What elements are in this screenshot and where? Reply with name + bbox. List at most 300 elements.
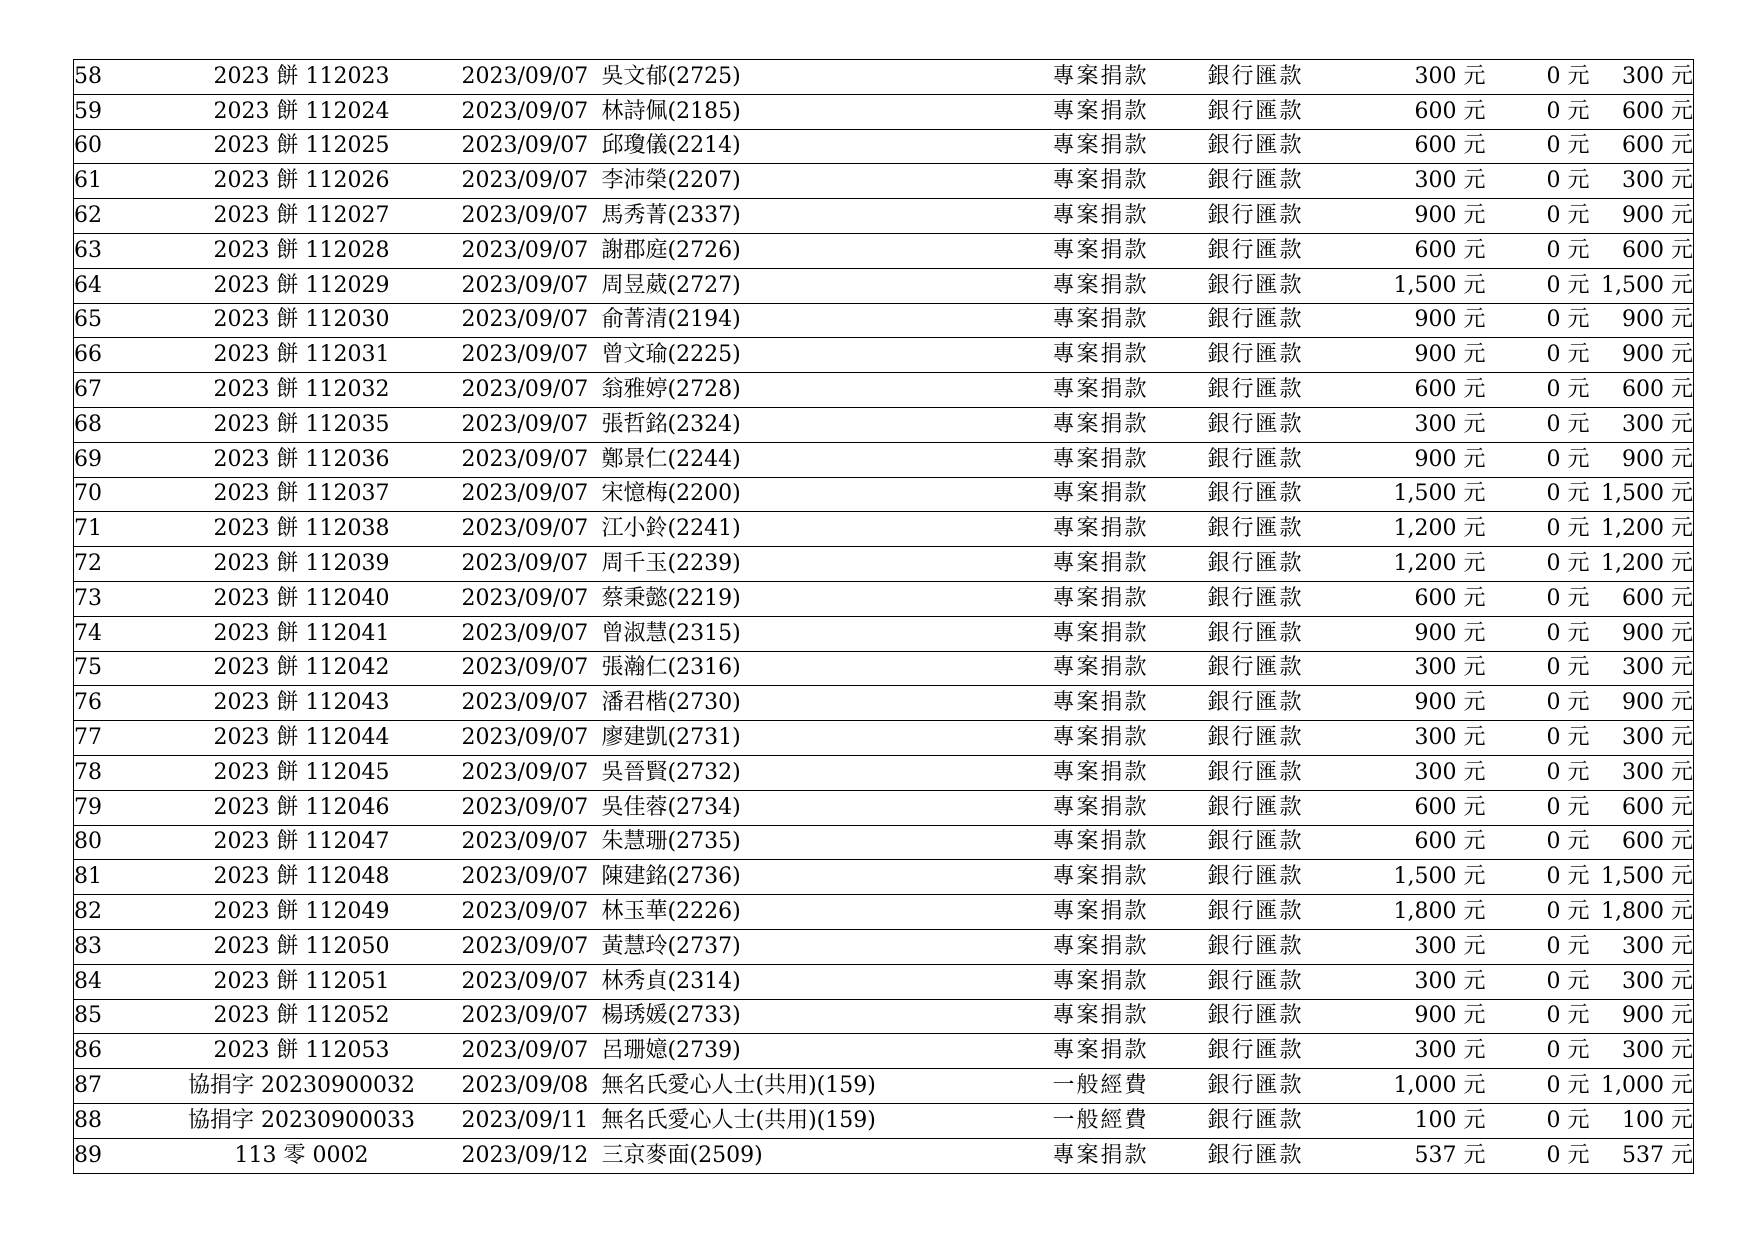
table-row bbox=[74, 651, 1694, 686]
donation-category: 專案捐款 bbox=[1053, 686, 1208, 721]
receipt-number: 2023 餅 112025 bbox=[142, 129, 462, 164]
net-amount: 600 元 bbox=[1590, 790, 1694, 825]
net-amount: 1,800 元 bbox=[1590, 895, 1694, 930]
payment-method: 銀行匯款 bbox=[1208, 1103, 1364, 1138]
fee-amount: 0 元 bbox=[1486, 303, 1590, 338]
row-number: 69 bbox=[74, 442, 142, 477]
row-number: 79 bbox=[74, 790, 142, 825]
table-row bbox=[74, 929, 1694, 964]
payment-method: 銀行匯款 bbox=[1208, 755, 1364, 790]
fee-amount: 0 元 bbox=[1486, 1069, 1590, 1104]
table-row bbox=[74, 895, 1694, 930]
donation-amount: 300 元 bbox=[1364, 964, 1486, 999]
payment-method: 銀行匯款 bbox=[1208, 164, 1364, 199]
donation-amount: 300 元 bbox=[1364, 651, 1486, 686]
net-amount: 300 元 bbox=[1590, 60, 1694, 95]
donor-name: 曾淑慧(2315) bbox=[602, 616, 1053, 651]
net-amount: 1,200 元 bbox=[1590, 512, 1694, 547]
receipt-number: 2023 餅 112026 bbox=[142, 164, 462, 199]
donation-date: 2023/09/07 bbox=[462, 964, 602, 999]
donation-category: 專案捐款 bbox=[1053, 199, 1208, 234]
receipt-number: 2023 餅 112029 bbox=[142, 268, 462, 303]
receipt-number: 2023 餅 112046 bbox=[142, 790, 462, 825]
fee-amount: 0 元 bbox=[1486, 755, 1590, 790]
donor-name: 宋憶梅(2200) bbox=[602, 477, 1053, 512]
row-number: 75 bbox=[74, 651, 142, 686]
donation-date: 2023/09/07 bbox=[462, 686, 602, 721]
donation-category: 專案捐款 bbox=[1053, 616, 1208, 651]
table-row bbox=[74, 373, 1694, 408]
row-number: 61 bbox=[74, 164, 142, 199]
fee-amount: 0 元 bbox=[1486, 1138, 1590, 1173]
donation-amount: 900 元 bbox=[1364, 442, 1486, 477]
row-number: 64 bbox=[74, 268, 142, 303]
donation-date: 2023/09/07 bbox=[462, 338, 602, 373]
donation-amount: 1,800 元 bbox=[1364, 895, 1486, 930]
table-row bbox=[74, 477, 1694, 512]
net-amount: 900 元 bbox=[1590, 199, 1694, 234]
donation-category: 專案捐款 bbox=[1053, 512, 1208, 547]
table-row bbox=[74, 512, 1694, 547]
fee-amount: 0 元 bbox=[1486, 94, 1590, 129]
donor-name: 馬秀菁(2337) bbox=[602, 199, 1053, 234]
receipt-number: 2023 餅 112032 bbox=[142, 373, 462, 408]
payment-method: 銀行匯款 bbox=[1208, 790, 1364, 825]
donation-amount: 900 元 bbox=[1364, 686, 1486, 721]
net-amount: 900 元 bbox=[1590, 442, 1694, 477]
fee-amount: 0 元 bbox=[1486, 233, 1590, 268]
table-row bbox=[74, 721, 1694, 756]
receipt-number: 2023 餅 112048 bbox=[142, 860, 462, 895]
donation-date: 2023/09/07 bbox=[462, 581, 602, 616]
fee-amount: 0 元 bbox=[1486, 825, 1590, 860]
fee-amount: 0 元 bbox=[1486, 790, 1590, 825]
donation-date: 2023/09/07 bbox=[462, 860, 602, 895]
donation-amount: 300 元 bbox=[1364, 1034, 1486, 1069]
donor-name: 李沛榮(2207) bbox=[602, 164, 1053, 199]
payment-method: 銀行匯款 bbox=[1208, 60, 1364, 95]
row-number: 85 bbox=[74, 999, 142, 1034]
donor-name: 吳晉賢(2732) bbox=[602, 755, 1053, 790]
donation-category: 專案捐款 bbox=[1053, 303, 1208, 338]
donation-amount: 1,200 元 bbox=[1364, 547, 1486, 582]
donation-amount: 300 元 bbox=[1364, 60, 1486, 95]
donation-date: 2023/09/07 bbox=[462, 373, 602, 408]
donation-date: 2023/09/07 bbox=[462, 721, 602, 756]
row-number: 63 bbox=[74, 233, 142, 268]
donor-name: 廖建凱(2731) bbox=[602, 721, 1053, 756]
receipt-number: 2023 餅 112030 bbox=[142, 303, 462, 338]
receipt-number: 2023 餅 112044 bbox=[142, 721, 462, 756]
fee-amount: 0 元 bbox=[1486, 1034, 1590, 1069]
receipt-number: 2023 餅 112050 bbox=[142, 929, 462, 964]
row-number: 70 bbox=[74, 477, 142, 512]
table-row bbox=[74, 407, 1694, 442]
fee-amount: 0 元 bbox=[1486, 686, 1590, 721]
table-row bbox=[74, 1138, 1694, 1173]
donation-amount: 900 元 bbox=[1364, 338, 1486, 373]
fee-amount: 0 元 bbox=[1486, 581, 1590, 616]
donation-amount: 1,500 元 bbox=[1364, 860, 1486, 895]
donation-amount: 1,500 元 bbox=[1364, 477, 1486, 512]
payment-method: 銀行匯款 bbox=[1208, 825, 1364, 860]
payment-method: 銀行匯款 bbox=[1208, 233, 1364, 268]
donation-category: 專案捐款 bbox=[1053, 964, 1208, 999]
payment-method: 銀行匯款 bbox=[1208, 407, 1364, 442]
net-amount: 300 元 bbox=[1590, 651, 1694, 686]
net-amount: 300 元 bbox=[1590, 1034, 1694, 1069]
donation-ledger-table bbox=[73, 59, 1694, 1174]
donor-name: 林玉華(2226) bbox=[602, 895, 1053, 930]
row-number: 82 bbox=[74, 895, 142, 930]
receipt-number: 2023 餅 112052 bbox=[142, 999, 462, 1034]
donor-name: 鄭景仁(2244) bbox=[602, 442, 1053, 477]
table-row bbox=[74, 790, 1694, 825]
donor-name: 無名氏愛心人士(共用)(159) bbox=[602, 1069, 1053, 1104]
donation-amount: 600 元 bbox=[1364, 790, 1486, 825]
donor-name: 蔡秉懿(2219) bbox=[602, 581, 1053, 616]
donation-amount: 1,500 元 bbox=[1364, 268, 1486, 303]
donation-date: 2023/09/07 bbox=[462, 477, 602, 512]
donation-date: 2023/09/07 bbox=[462, 790, 602, 825]
donation-amount: 1,200 元 bbox=[1364, 512, 1486, 547]
net-amount: 900 元 bbox=[1590, 616, 1694, 651]
donation-category: 專案捐款 bbox=[1053, 755, 1208, 790]
row-number: 81 bbox=[74, 860, 142, 895]
fee-amount: 0 元 bbox=[1486, 860, 1590, 895]
net-amount: 900 元 bbox=[1590, 999, 1694, 1034]
donor-name: 林詩佩(2185) bbox=[602, 94, 1053, 129]
donor-name: 周千玉(2239) bbox=[602, 547, 1053, 582]
row-number: 84 bbox=[74, 964, 142, 999]
receipt-number: 2023 餅 112045 bbox=[142, 755, 462, 790]
net-amount: 100 元 bbox=[1590, 1103, 1694, 1138]
donation-date: 2023/09/07 bbox=[462, 268, 602, 303]
net-amount: 600 元 bbox=[1590, 373, 1694, 408]
fee-amount: 0 元 bbox=[1486, 547, 1590, 582]
receipt-number: 2023 餅 112041 bbox=[142, 616, 462, 651]
table-row bbox=[74, 303, 1694, 338]
donor-name: 張哲銘(2324) bbox=[602, 407, 1053, 442]
receipt-number: 2023 餅 112042 bbox=[142, 651, 462, 686]
fee-amount: 0 元 bbox=[1486, 964, 1590, 999]
table-row bbox=[74, 616, 1694, 651]
donation-category: 專案捐款 bbox=[1053, 895, 1208, 930]
donation-category: 專案捐款 bbox=[1053, 233, 1208, 268]
donation-date: 2023/09/07 bbox=[462, 164, 602, 199]
donation-category: 專案捐款 bbox=[1053, 651, 1208, 686]
donation-category: 專案捐款 bbox=[1053, 373, 1208, 408]
payment-method: 銀行匯款 bbox=[1208, 964, 1364, 999]
donation-date: 2023/09/07 bbox=[462, 442, 602, 477]
receipt-number: 2023 餅 112047 bbox=[142, 825, 462, 860]
receipt-number: 113 零 0002 bbox=[142, 1138, 462, 1173]
donation-amount: 900 元 bbox=[1364, 616, 1486, 651]
donation-category: 專案捐款 bbox=[1053, 164, 1208, 199]
donor-name: 黃慧玲(2737) bbox=[602, 929, 1053, 964]
payment-method: 銀行匯款 bbox=[1208, 129, 1364, 164]
donation-date: 2023/09/07 bbox=[462, 547, 602, 582]
donation-amount: 600 元 bbox=[1364, 581, 1486, 616]
fee-amount: 0 元 bbox=[1486, 895, 1590, 930]
fee-amount: 0 元 bbox=[1486, 164, 1590, 199]
donor-name: 楊琇媛(2733) bbox=[602, 999, 1053, 1034]
net-amount: 900 元 bbox=[1590, 686, 1694, 721]
fee-amount: 0 元 bbox=[1486, 616, 1590, 651]
donation-amount: 600 元 bbox=[1364, 825, 1486, 860]
net-amount: 300 元 bbox=[1590, 755, 1694, 790]
row-number: 73 bbox=[74, 581, 142, 616]
donor-name: 吳佳蓉(2734) bbox=[602, 790, 1053, 825]
receipt-number: 2023 餅 112038 bbox=[142, 512, 462, 547]
donor-name: 無名氏愛心人士(共用)(159) bbox=[602, 1103, 1053, 1138]
fee-amount: 0 元 bbox=[1486, 721, 1590, 756]
payment-method: 銀行匯款 bbox=[1208, 512, 1364, 547]
donor-name: 俞菁清(2194) bbox=[602, 303, 1053, 338]
payment-method: 銀行匯款 bbox=[1208, 373, 1364, 408]
net-amount: 300 元 bbox=[1590, 929, 1694, 964]
donation-category: 專案捐款 bbox=[1053, 825, 1208, 860]
donation-category: 專案捐款 bbox=[1053, 1034, 1208, 1069]
receipt-number: 2023 餅 112053 bbox=[142, 1034, 462, 1069]
fee-amount: 0 元 bbox=[1486, 442, 1590, 477]
donor-name: 吳文郁(2725) bbox=[602, 60, 1053, 95]
donation-date: 2023/09/07 bbox=[462, 129, 602, 164]
donation-category: 專案捐款 bbox=[1053, 1138, 1208, 1173]
donor-name: 林秀貞(2314) bbox=[602, 964, 1053, 999]
row-number: 59 bbox=[74, 94, 142, 129]
fee-amount: 0 元 bbox=[1486, 929, 1590, 964]
table-row bbox=[74, 581, 1694, 616]
row-number: 74 bbox=[74, 616, 142, 651]
row-number: 87 bbox=[74, 1069, 142, 1104]
net-amount: 1,200 元 bbox=[1590, 547, 1694, 582]
row-number: 68 bbox=[74, 407, 142, 442]
donation-date: 2023/09/07 bbox=[462, 94, 602, 129]
donation-date: 2023/09/07 bbox=[462, 1034, 602, 1069]
row-number: 83 bbox=[74, 929, 142, 964]
donation-amount: 300 元 bbox=[1364, 929, 1486, 964]
table-row bbox=[74, 338, 1694, 373]
table-row bbox=[74, 1103, 1694, 1138]
donation-amount: 600 元 bbox=[1364, 129, 1486, 164]
donation-date: 2023/09/07 bbox=[462, 755, 602, 790]
donor-name: 邱瓊儀(2214) bbox=[602, 129, 1053, 164]
table-row bbox=[74, 164, 1694, 199]
donation-date: 2023/09/07 bbox=[462, 407, 602, 442]
donation-category: 專案捐款 bbox=[1053, 477, 1208, 512]
receipt-number: 協捐字 20230900033 bbox=[142, 1103, 462, 1138]
net-amount: 300 元 bbox=[1590, 164, 1694, 199]
donation-category: 一般經費 bbox=[1053, 1069, 1208, 1104]
ledger-body bbox=[74, 60, 1694, 1174]
table-row bbox=[74, 268, 1694, 303]
donation-date: 2023/09/07 bbox=[462, 999, 602, 1034]
donor-name: 周昱葳(2727) bbox=[602, 268, 1053, 303]
payment-method: 銀行匯款 bbox=[1208, 686, 1364, 721]
donor-name: 翁雅婷(2728) bbox=[602, 373, 1053, 408]
donation-amount: 900 元 bbox=[1364, 999, 1486, 1034]
payment-method: 銀行匯款 bbox=[1208, 1069, 1364, 1104]
donation-amount: 300 元 bbox=[1364, 721, 1486, 756]
row-number: 66 bbox=[74, 338, 142, 373]
net-amount: 600 元 bbox=[1590, 94, 1694, 129]
fee-amount: 0 元 bbox=[1486, 477, 1590, 512]
payment-method: 銀行匯款 bbox=[1208, 1034, 1364, 1069]
payment-method: 銀行匯款 bbox=[1208, 303, 1364, 338]
donor-name: 陳建銘(2736) bbox=[602, 860, 1053, 895]
row-number: 62 bbox=[74, 199, 142, 234]
donation-category: 專案捐款 bbox=[1053, 268, 1208, 303]
donation-date: 2023/09/07 bbox=[462, 512, 602, 547]
donation-amount: 300 元 bbox=[1364, 755, 1486, 790]
donation-category: 一般經費 bbox=[1053, 1103, 1208, 1138]
donation-amount: 600 元 bbox=[1364, 233, 1486, 268]
donor-name: 三京麥面(2509) bbox=[602, 1138, 1053, 1173]
payment-method: 銀行匯款 bbox=[1208, 860, 1364, 895]
receipt-number: 2023 餅 112043 bbox=[142, 686, 462, 721]
table-row bbox=[74, 233, 1694, 268]
donation-amount: 537 元 bbox=[1364, 1138, 1486, 1173]
donation-date: 2023/09/07 bbox=[462, 303, 602, 338]
donation-amount: 900 元 bbox=[1364, 199, 1486, 234]
donor-name: 潘君楷(2730) bbox=[602, 686, 1053, 721]
table-row bbox=[74, 999, 1694, 1034]
net-amount: 600 元 bbox=[1590, 129, 1694, 164]
receipt-number: 2023 餅 112049 bbox=[142, 895, 462, 930]
donation-category: 專案捐款 bbox=[1053, 60, 1208, 95]
table-row bbox=[74, 199, 1694, 234]
fee-amount: 0 元 bbox=[1486, 512, 1590, 547]
row-number: 67 bbox=[74, 373, 142, 408]
donation-category: 專案捐款 bbox=[1053, 129, 1208, 164]
donation-amount: 900 元 bbox=[1364, 303, 1486, 338]
donation-category: 專案捐款 bbox=[1053, 860, 1208, 895]
donation-date: 2023/09/07 bbox=[462, 233, 602, 268]
receipt-number: 2023 餅 112039 bbox=[142, 547, 462, 582]
donation-category: 專案捐款 bbox=[1053, 547, 1208, 582]
receipt-number: 2023 餅 112028 bbox=[142, 233, 462, 268]
net-amount: 900 元 bbox=[1590, 303, 1694, 338]
donor-name: 曾文瑜(2225) bbox=[602, 338, 1053, 373]
receipt-number: 2023 餅 112027 bbox=[142, 199, 462, 234]
net-amount: 600 元 bbox=[1590, 825, 1694, 860]
donation-category: 專案捐款 bbox=[1053, 790, 1208, 825]
donation-amount: 300 元 bbox=[1364, 164, 1486, 199]
net-amount: 537 元 bbox=[1590, 1138, 1694, 1173]
payment-method: 銀行匯款 bbox=[1208, 442, 1364, 477]
fee-amount: 0 元 bbox=[1486, 1103, 1590, 1138]
payment-method: 銀行匯款 bbox=[1208, 929, 1364, 964]
fee-amount: 0 元 bbox=[1486, 407, 1590, 442]
row-number: 86 bbox=[74, 1034, 142, 1069]
fee-amount: 0 元 bbox=[1486, 651, 1590, 686]
table-row bbox=[74, 860, 1694, 895]
payment-method: 銀行匯款 bbox=[1208, 547, 1364, 582]
donation-date: 2023/09/07 bbox=[462, 895, 602, 930]
fee-amount: 0 元 bbox=[1486, 199, 1590, 234]
net-amount: 1,500 元 bbox=[1590, 268, 1694, 303]
donation-category: 專案捐款 bbox=[1053, 929, 1208, 964]
receipt-number: 2023 餅 112037 bbox=[142, 477, 462, 512]
receipt-number: 2023 餅 112023 bbox=[142, 60, 462, 95]
table-row bbox=[74, 825, 1694, 860]
table-row bbox=[74, 60, 1694, 95]
row-number: 65 bbox=[74, 303, 142, 338]
net-amount: 300 元 bbox=[1590, 964, 1694, 999]
table-row bbox=[74, 547, 1694, 582]
donation-date: 2023/09/08 bbox=[462, 1069, 602, 1104]
payment-method: 銀行匯款 bbox=[1208, 94, 1364, 129]
net-amount: 300 元 bbox=[1590, 721, 1694, 756]
receipt-number: 2023 餅 112051 bbox=[142, 964, 462, 999]
payment-method: 銀行匯款 bbox=[1208, 1138, 1364, 1173]
donation-date: 2023/09/07 bbox=[462, 60, 602, 95]
donation-date: 2023/09/12 bbox=[462, 1138, 602, 1173]
donation-amount: 600 元 bbox=[1364, 94, 1486, 129]
donation-amount: 100 元 bbox=[1364, 1103, 1486, 1138]
fee-amount: 0 元 bbox=[1486, 338, 1590, 373]
receipt-number: 2023 餅 112031 bbox=[142, 338, 462, 373]
donation-category: 專案捐款 bbox=[1053, 407, 1208, 442]
donor-name: 謝郡庭(2726) bbox=[602, 233, 1053, 268]
donation-category: 專案捐款 bbox=[1053, 581, 1208, 616]
row-number: 71 bbox=[74, 512, 142, 547]
payment-method: 銀行匯款 bbox=[1208, 581, 1364, 616]
table-row bbox=[74, 755, 1694, 790]
donation-date: 2023/09/07 bbox=[462, 651, 602, 686]
row-number: 76 bbox=[74, 686, 142, 721]
donation-date: 2023/09/07 bbox=[462, 616, 602, 651]
receipt-number: 2023 餅 112036 bbox=[142, 442, 462, 477]
fee-amount: 0 元 bbox=[1486, 268, 1590, 303]
donation-date: 2023/09/07 bbox=[462, 929, 602, 964]
table-row bbox=[74, 129, 1694, 164]
fee-amount: 0 元 bbox=[1486, 373, 1590, 408]
donor-name: 江小鈴(2241) bbox=[602, 512, 1053, 547]
donation-category: 專案捐款 bbox=[1053, 94, 1208, 129]
payment-method: 銀行匯款 bbox=[1208, 268, 1364, 303]
donation-category: 專案捐款 bbox=[1053, 721, 1208, 756]
donation-amount: 1,000 元 bbox=[1364, 1069, 1486, 1104]
payment-method: 銀行匯款 bbox=[1208, 721, 1364, 756]
row-number: 72 bbox=[74, 547, 142, 582]
receipt-number: 2023 餅 112024 bbox=[142, 94, 462, 129]
row-number: 78 bbox=[74, 755, 142, 790]
donation-date: 2023/09/07 bbox=[462, 825, 602, 860]
net-amount: 600 元 bbox=[1590, 233, 1694, 268]
donation-date: 2023/09/07 bbox=[462, 199, 602, 234]
donation-amount: 300 元 bbox=[1364, 407, 1486, 442]
row-number: 60 bbox=[74, 129, 142, 164]
payment-method: 銀行匯款 bbox=[1208, 477, 1364, 512]
donation-category: 專案捐款 bbox=[1053, 338, 1208, 373]
donation-category: 專案捐款 bbox=[1053, 999, 1208, 1034]
donor-name: 呂珊嬑(2739) bbox=[602, 1034, 1053, 1069]
donor-name: 朱慧珊(2735) bbox=[602, 825, 1053, 860]
table-row bbox=[74, 686, 1694, 721]
table-row bbox=[74, 94, 1694, 129]
table-row bbox=[74, 964, 1694, 999]
net-amount: 900 元 bbox=[1590, 338, 1694, 373]
receipt-number: 2023 餅 112035 bbox=[142, 407, 462, 442]
payment-method: 銀行匯款 bbox=[1208, 199, 1364, 234]
payment-method: 銀行匯款 bbox=[1208, 616, 1364, 651]
table-row bbox=[74, 442, 1694, 477]
payment-method: 銀行匯款 bbox=[1208, 895, 1364, 930]
donation-date: 2023/09/11 bbox=[462, 1103, 602, 1138]
row-number: 89 bbox=[74, 1138, 142, 1173]
